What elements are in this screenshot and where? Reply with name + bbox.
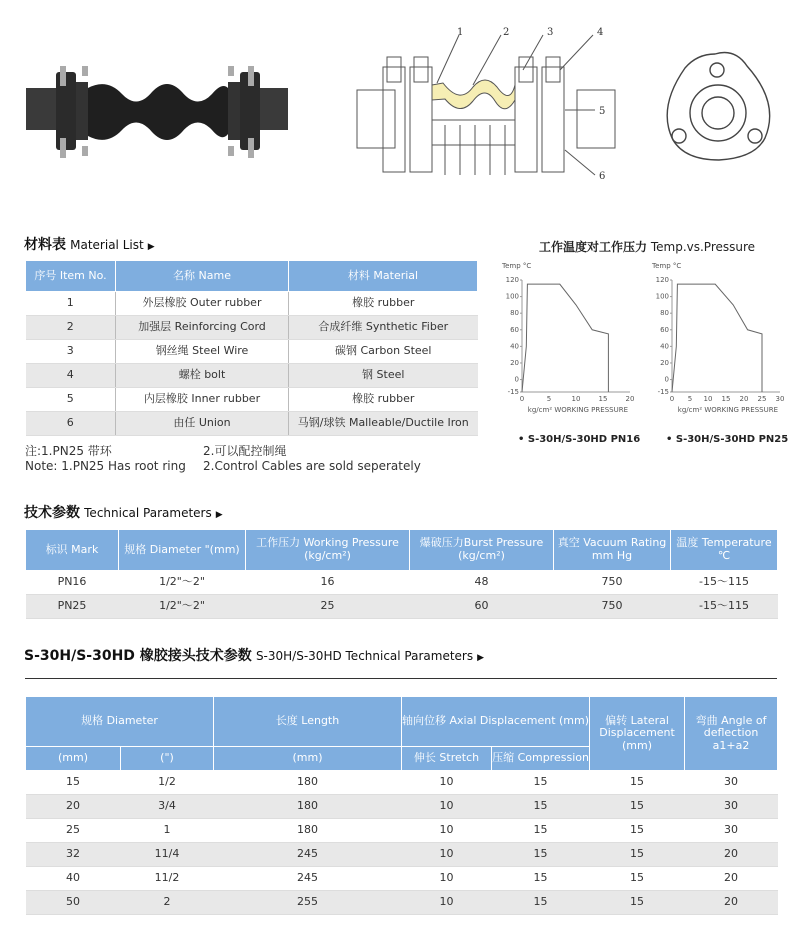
material-row <box>26 316 478 340</box>
x-tick-label: 0 <box>519 395 525 403</box>
table-cell: 50 <box>26 891 121 915</box>
chart-caption-pn16: • S-30H/S-30HD PN16 <box>518 434 641 445</box>
pressure-temp-curve <box>672 284 762 392</box>
y-tick-label: 20 <box>660 358 669 367</box>
table-cell: 15 <box>590 819 685 843</box>
table-cell: 20 <box>685 867 778 891</box>
table-cell: 由任 Union <box>116 412 289 436</box>
table-cell: 10 <box>402 891 492 915</box>
technical-table <box>25 529 778 619</box>
table-cell: 螺栓 bolt <box>116 364 289 388</box>
technical-heading: 技术参数 Technical Parameters ▶ <box>24 505 223 521</box>
table-cell: 15 <box>590 795 685 819</box>
x-tick-label: 15 <box>598 395 608 403</box>
table-cell: 15 <box>590 891 685 915</box>
table-cell: 2 <box>26 316 116 340</box>
technical-row <box>26 595 778 619</box>
material-row <box>26 364 478 388</box>
callout-6: 6 <box>599 171 606 182</box>
table-cell: 30 <box>685 819 778 843</box>
s30-row <box>26 795 778 819</box>
table-cell: 15 <box>590 843 685 867</box>
x-axis-label: kg/cm² WORKING PRESSURE <box>527 406 628 414</box>
s30-divider <box>25 678 777 679</box>
callout-1: 1 <box>457 27 464 38</box>
table-cell: 10 <box>402 795 492 819</box>
table-cell: -15～115 <box>671 571 778 595</box>
technical-header-cell: 爆破压力Burst Pressure (kg/cm²) <box>410 530 554 571</box>
table-cell: 30 <box>685 795 778 819</box>
table-cell: 1 <box>121 819 214 843</box>
y-tick-label: -15 <box>657 388 669 396</box>
table-cell: 255 <box>214 891 402 915</box>
s30-row <box>26 843 778 867</box>
y-axis-label: Temp °C <box>652 262 682 270</box>
y-tick-label: 20 <box>510 358 519 367</box>
table-cell: 10 <box>402 867 492 891</box>
table-cell: 15 <box>492 843 590 867</box>
y-tick-label: 40 <box>660 342 669 351</box>
chart-heading: 工作温度对工作压力 Temp.vs.Pressure <box>539 240 756 254</box>
table-cell: 加强层 Reinforcing Cord <box>116 316 289 340</box>
table-cell: 1/2 <box>121 771 214 795</box>
technical-header-cell: 真空 Vacuum Rating mm Hg <box>554 530 671 571</box>
material-header-name: 名称 Name <box>116 261 289 292</box>
material-row <box>26 412 478 436</box>
material-row <box>26 388 478 412</box>
table-cell: 48 <box>410 571 554 595</box>
chart-pn16 <box>500 260 640 435</box>
y-tick-label: 60 <box>660 325 669 334</box>
technical-row <box>26 571 778 595</box>
table-cell: 11/2 <box>121 867 214 891</box>
s30-header-angle: 弯曲 Angle of deflection a1+a2 <box>685 697 778 771</box>
x-axis-label: kg/cm² WORKING PRESSURE <box>677 406 778 414</box>
x-tick-label: 10 <box>571 395 581 403</box>
table-cell: 180 <box>214 819 402 843</box>
s30-header-length: 长度 Length <box>214 697 402 747</box>
table-cell: 橡胶 rubber <box>289 388 478 412</box>
table-cell: 10 <box>402 771 492 795</box>
x-tick-label: 25 <box>757 395 767 403</box>
s30-table <box>25 696 778 915</box>
table-cell: 马钢/球铁 Malleable/Ductile Iron <box>289 412 478 436</box>
cross-section-drawing <box>355 25 620 190</box>
y-tick-label: 80 <box>660 309 669 318</box>
s30-header-stretch: 伸长 Stretch <box>402 747 492 771</box>
table-cell: 1/2"～2" <box>119 571 246 595</box>
table-cell: 16 <box>246 571 410 595</box>
s30-header-length-mm: (mm) <box>214 747 402 771</box>
material-header-item: 序号 Item No. <box>26 261 116 292</box>
s30-row <box>26 891 778 915</box>
table-cell: 245 <box>214 867 402 891</box>
table-cell: 15 <box>492 819 590 843</box>
s30-row <box>26 771 778 795</box>
y-tick-label: 40 <box>510 342 519 351</box>
table-cell: 25 <box>246 595 410 619</box>
table-cell: 245 <box>214 843 402 867</box>
x-tick-label: 5 <box>546 395 552 403</box>
x-tick-label: 20 <box>625 395 635 403</box>
table-cell: 2 <box>121 891 214 915</box>
table-cell: 60 <box>410 595 554 619</box>
material-notes: 注:1.PN25 带环 2.可以配控制绳 Note: 1.PN25 Has root ring 2.Control Cables are sold seperately <box>25 444 421 473</box>
table-cell: 合成纤维 Synthetic Fiber <box>289 316 478 340</box>
s30-header-lateral: 偏转 Lateral Displacement (mm) <box>590 697 685 771</box>
table-cell: 4 <box>26 364 116 388</box>
x-tick-label: 0 <box>669 395 675 403</box>
x-tick-label: 5 <box>687 395 693 403</box>
table-cell: 20 <box>685 843 778 867</box>
table-cell: 10 <box>402 843 492 867</box>
technical-header-cell: 规格 Diameter "(mm) <box>119 530 246 571</box>
x-tick-label: 15 <box>721 395 731 403</box>
table-cell: 内层橡胶 Inner rubber <box>116 388 289 412</box>
table-cell: 20 <box>685 891 778 915</box>
table-cell: 15 <box>492 867 590 891</box>
table-cell: 外层橡胶 Outer rubber <box>116 292 289 316</box>
table-cell: 15 <box>492 795 590 819</box>
s30-heading: S-30H/S-30HD 橡胶接头技术参数 S-30H/S-30HD Technical Parameters ▶ <box>24 648 485 664</box>
x-tick-label: 10 <box>703 395 713 403</box>
y-tick-label: 100 <box>655 292 669 301</box>
y-tick-label: -15 <box>507 388 519 396</box>
table-cell: 10 <box>402 819 492 843</box>
y-tick-label: 120 <box>655 276 669 284</box>
y-tick-label: 100 <box>505 292 519 301</box>
s30-header-diameter: 规格 Diameter <box>26 697 214 747</box>
s30-row <box>26 867 778 891</box>
table-cell: 钢丝绳 Steel Wire <box>116 340 289 364</box>
table-cell: 1/2"～2" <box>119 595 246 619</box>
y-axis-label: Temp °C <box>502 262 532 270</box>
table-cell: 15 <box>590 867 685 891</box>
table-cell: 30 <box>685 771 778 795</box>
table-cell: 180 <box>214 771 402 795</box>
table-cell: 15 <box>590 771 685 795</box>
table-cell: 1 <box>26 292 116 316</box>
y-tick-label: 120 <box>505 276 519 284</box>
table-cell: 15 <box>492 891 590 915</box>
s30-header-inch: (") <box>121 747 214 771</box>
table-cell: -15～115 <box>671 595 778 619</box>
table-cell: 25 <box>26 819 121 843</box>
table-cell: 碳钢 Carbon Steel <box>289 340 478 364</box>
table-cell: 20 <box>26 795 121 819</box>
x-tick-label: 30 <box>775 395 785 403</box>
chart-pn25 <box>650 260 790 435</box>
table-cell: 橡胶 rubber <box>289 292 478 316</box>
technical-header-cell: 温度 Temperature ℃ <box>671 530 778 571</box>
material-row <box>26 292 478 316</box>
end-view-drawing <box>655 48 785 168</box>
material-list-heading: 材料表 Material List ▶ <box>24 237 155 253</box>
table-cell: 32 <box>26 843 121 867</box>
table-cell: 11/4 <box>121 843 214 867</box>
y-tick-label: 0 <box>664 375 669 384</box>
x-tick-label: 20 <box>739 395 749 403</box>
material-table <box>25 260 478 436</box>
y-tick-label: 0 <box>514 375 519 384</box>
technical-header-cell: 工作压力 Working Pressure (kg/cm²) <box>246 530 410 571</box>
table-cell: 750 <box>554 595 671 619</box>
chart-caption-pn25: • S-30H/S-30HD PN25 <box>666 434 789 445</box>
callout-5: 5 <box>599 106 606 117</box>
product-photo <box>22 58 292 168</box>
callout-4: 4 <box>597 27 604 38</box>
table-cell: PN25 <box>26 595 119 619</box>
callout-3: 3 <box>547 27 554 38</box>
s30-header-axial: 轴向位移 Axial Displacement (mm) <box>402 697 590 747</box>
s30-row <box>26 819 778 843</box>
table-cell: 6 <box>26 412 116 436</box>
table-cell: 40 <box>26 867 121 891</box>
table-cell: 钢 Steel <box>289 364 478 388</box>
table-cell: 15 <box>492 771 590 795</box>
table-cell: PN16 <box>26 571 119 595</box>
table-cell: 180 <box>214 795 402 819</box>
material-header-material: 材料 Material <box>289 261 478 292</box>
material-row <box>26 340 478 364</box>
table-cell: 750 <box>554 571 671 595</box>
s30-header-compression: 压缩 Compression <box>492 747 590 771</box>
table-cell: 3/4 <box>121 795 214 819</box>
s30-header-mm: (mm) <box>26 747 121 771</box>
table-cell: 3 <box>26 340 116 364</box>
technical-header-cell: 标识 Mark <box>26 530 119 571</box>
table-cell: 15 <box>26 771 121 795</box>
pressure-temp-curve <box>522 284 608 392</box>
y-tick-label: 60 <box>510 325 519 334</box>
y-tick-label: 80 <box>510 309 519 318</box>
table-cell: 5 <box>26 388 116 412</box>
callout-2: 2 <box>503 27 510 38</box>
